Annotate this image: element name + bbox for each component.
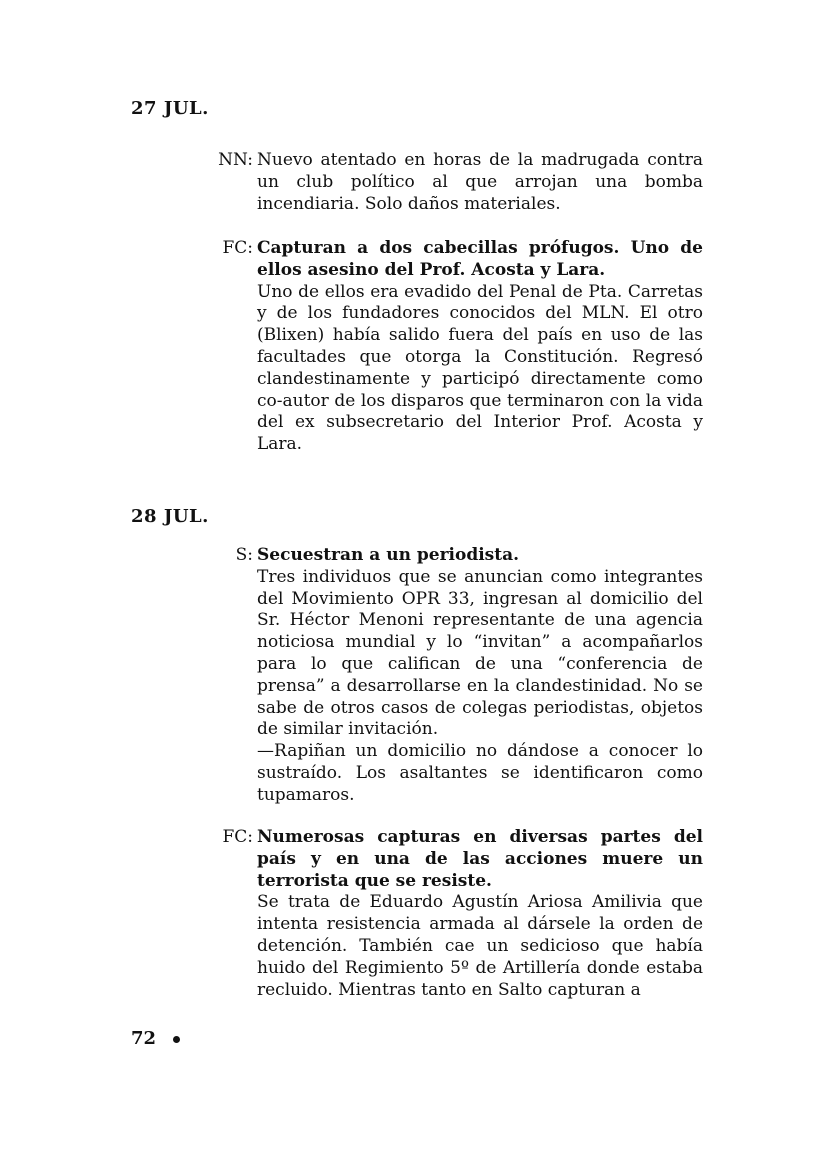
entry-fc-28-jul: [203, 827, 723, 1001]
entry-tag: NN:: [218, 150, 253, 170]
entry-text: Nuevo atentado en horas de la madrugada contra un club político al que arrojan una bomba incendiaria. Solo daños materiales.: [257, 150, 703, 214]
entry-s-28-jul: [203, 545, 723, 807]
entry-body: [257, 827, 703, 1001]
entry-headline: Capturan a dos cabecillas prófugos. Uno de ellos asesino del Prof. Acosta y Lara.: [257, 238, 703, 280]
entry-text: Tres individuos que se anuncian como integrantes del Movimiento OPR 33, ingresan al domicilio del Sr. Héctor Menoni representante de una agencia noticiosa mundial y lo “invitan” a acompañarlos para lo que califican de una “conferencia de prensa” a desarrollarse en la clandestinidad. No se sabe de otros casos de colegas periodistas, objetos de similar invitación.: [257, 566, 703, 740]
entry-tag: S:: [235, 545, 253, 565]
entry-headline: Secuestran a un periodista.: [257, 545, 520, 565]
entry-fc-27-jul: [203, 238, 723, 456]
entry-text-continued: —Rapiñan un domicilio no dándose a conocer lo sustraído. Los asaltantes se identificaron como tupamaros.: [257, 741, 703, 805]
entry-body: [257, 238, 703, 456]
entry-tag: FC:: [222, 238, 253, 258]
entry-body: [257, 150, 703, 215]
entry-tag: FC:: [222, 827, 253, 847]
date-heading-27-jul: 27 JUL.: [131, 98, 209, 119]
entry-text: Uno de ellos era evadido del Penal de Pta. Carretas y de los fundadores conocidos del MLN. El otro (Blixen) había salido fuera del país en uso de las facultades que otorga la Constitución. Regresó clandestinamente y participó directamente como co-autor de los disparos que terminaron con la vida del ex subsecretario del Interior Prof. Acosta y Lara.: [257, 281, 703, 455]
date-heading-28-jul: 28 JUL.: [131, 506, 209, 527]
entry-nn-27-jul: [203, 150, 723, 215]
bullet-dot: [173, 1036, 180, 1043]
page-number: 72: [131, 1028, 157, 1049]
entry-headline: Numerosas capturas en diversas partes del país y en una de las acciones muere un terrorista que se resiste.: [257, 827, 703, 891]
entry-text: Se trata de Eduardo Agustín Ariosa Amilivia que intenta resistencia armada al dársele la orden de detención. También cae un sedicioso que había huido del Regimiento 5º de Artillería donde estaba recluido. Mientras tanto en Salto capturan a: [257, 892, 703, 1000]
entry-body: [257, 545, 703, 807]
